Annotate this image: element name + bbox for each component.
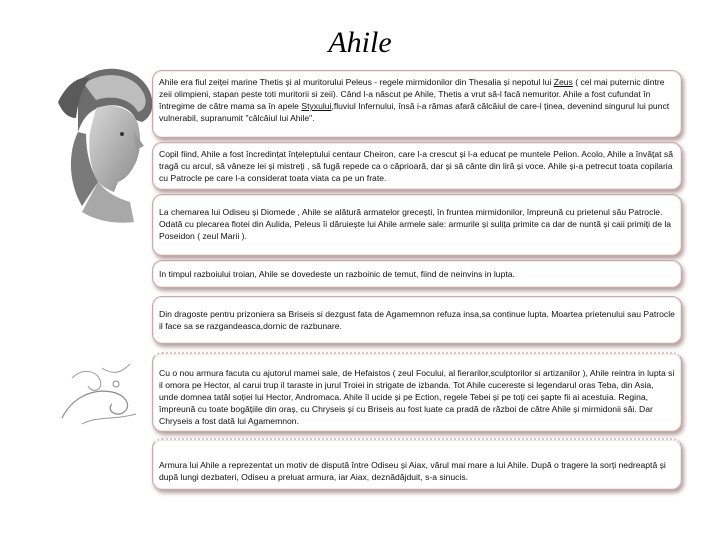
paragraph-5: Din dragoste pentru prizoniera sa Briseis si dezgust fata de Agamemnon refuza insa,sa continue lupta. Moartea prietenului sau Patrocle il face sa se razgandeasca,dornic de razbunare. (159, 309, 675, 331)
paragraph-4: In timpul razboiului troian, Ahile se dovedeste un razboinic de temut, fiind de neinvins in lupta. (159, 269, 515, 279)
zeus-link[interactable]: Zeus (553, 77, 573, 87)
paragraph-2: Copil fiind, Ahile a fost încredințat înțeleptului centaur Cheiron, care l-a crescut și l-a educat pe muntele Pelion. Acolo, Ahile a învățat să tragă cu arcul, să vâneze lei și mistreți , să fugă repede ca o căprioară, dar și să cânte din liră și voce. Ahile și-a petrecut toata copilaria cu Patrocle pe care l-a considerat toata viata ca pe un frate. (159, 149, 674, 183)
achilles-portrait-image (38, 62, 166, 232)
paragraph-box-2 (152, 142, 682, 190)
styx-link[interactable]: Styxului (301, 101, 332, 111)
paragraph-box-5 (152, 296, 682, 344)
page-title: Ahile (328, 26, 392, 59)
paragraph-3: La chemarea lui Odiseu și Diomede , Ahile se alătură armatelor grecești, în fruntea mirmidonilor, împreună cu prietenul său Patrocle. Odată cu plecarea flotei din Aulida, Peleus îi dăruiește lui Ahile armele sale: armurile și sulița primite ca dar de nuntă și caii primiți de la Poseidon ( zeul Marii ). (159, 207, 672, 241)
paragraph-box-1 (152, 70, 682, 138)
paragraph-box-7 (152, 438, 682, 490)
decorative-ornament-image (52, 358, 144, 430)
paragraph-box-4 (152, 260, 682, 288)
paragraph-box-6 (152, 352, 682, 432)
paragraph-1: Ahile era fiul zeiței marine Thetis și al muritorului Peleus - regele mirmidonilor din Thesalia și nepotul lui Zeus ( cel mai puternic dintre zeii olimpieni, stapan peste toti muritorii si zeii). Când l-a născut pe Ahile, Thetis a vrut să-l facă nemuritor. Ahile a fost cufundat în întregime de către mama sa în apele Styxului,fluviul Infernului, însă i-a rămas afară călcâiul de care-l ținea, devenind singurul lui punct vulnerabil, supranumit "călcâiul lui Ahile". (159, 77, 670, 123)
paragraph-6: Cu o nou armura facuta cu ajutorul mamei sale, de Hefaistos ( zeul Focului, al fierarilor,sculptorilor si artizanilor ), Ahile reintra in lupta si il omora pe Hector, al carui trup il taraste in jurul Troiei in strigate de izbanda. Tot Ahile cucereste si legendarul oras Teba, din Asia, unde domnea tatăl soției lui Hector, Andromaca. Ahile îl ucide și pe Ection, regele Tebei și pe toți cei șapte fii ai acestuia. Regina, împreună cu toate bogățiile din oraș, cu Chryseis și cu Briseis au fost luate ca pradă de război de către Ahile și mirmidonii săi. Dar Chryseis a fost dată lui Agamemnon. (159, 368, 675, 426)
paragraph-box-3 (152, 194, 682, 256)
paragraph-7: Armura lui Ahile a reprezentat un motiv de dispută între Odiseu și Aiax, vărul mai mare a lui Ahile. După o tragere la sorți nedreaptă și după lungi dezbateri, Odiseu a preluat armura, iar Aiax, deznădăjduit, s-a sinucis. (159, 460, 666, 482)
